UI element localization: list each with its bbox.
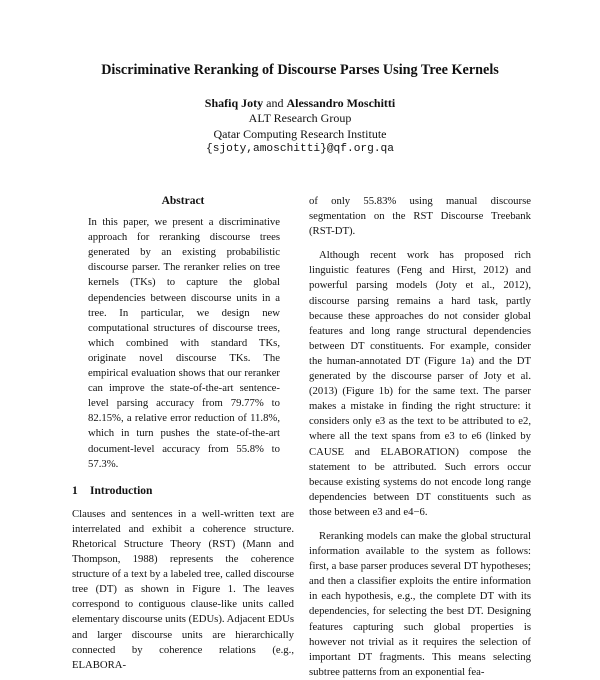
section-heading: [72, 484, 294, 499]
body-paragraph: Although recent work has proposed rich linguistic features (Feng and Hirst, 2012) and powerful parsing models (Joty et al., 2012), discourse parsing remains a hard task, partly because these approaches do not consider global features and long range structural dependencies between DT constituents. For example, consider the human-annotated DT (Figure 1a) and the DT generated by the discourse parser of Joty et al. (2013) (Figure 1b) for the same text. The parser makes a mistake in finding the right structure: it considers only e3 as the text to be attributed to e2, where all the text spans from e3 to e6 (linked by CAUSE and ELABORATION) compose the statement to be attributed. Such errors occur because existing systems do not encode long range dependencies between DT constituents such as those between e3 and e4−6.: [309, 249, 531, 518]
left-column: [72, 194, 294, 673]
section-title: Introduction: [90, 484, 153, 497]
paper-title: Discriminative Reranking of Discourse Parses Using Tree Kernels: [101, 62, 499, 78]
abstract-text: In this paper, we present a discriminative approach for reranking discourse trees generated by an existing probabilistic discourse parser. The reranker relies on tree kernels (TKs) to capture the global dependencies between discourse units in a tree. In particular, we design new computational structures of discourse trees, which combined with standard TKs, originate novel discourse TKs. The empirical evaluation shows that our reranker can improve the state-of-the-art sentence-level parsing accuracy from 79.77% to 82.15%, a relative error reduction of 11.8%, which in turn pushes the state-of-the-art document-level accuracy from 55.8% to 57.3%.: [88, 216, 280, 470]
author-email: {sjoty,amoschitti}@qf.org.qa: [206, 143, 394, 156]
right-column: [309, 194, 531, 680]
intro-paragraph: Clauses and sentences in a well-written text are interrelated and exhibit a coherence structure. Rhetorical Structure Theory (RST) (Mann and Thompson, 1988) represents the coherence structure of a text by a labeled tree, called discourse tree (DT) as shown in Figure 1. The leaves correspond to contiguous clause-like units called elementary discourse units (EDUs). Adjacent EDUs and larger discourse units are hierarchically connected by coherence relations (e.g., ELABORA-: [72, 507, 295, 671]
continued-paragraph: of only 55.83% using manual discourse segmentation on the RST Discourse Treebank (RST-DT).: [309, 195, 531, 238]
affiliation-group: ALT Research Group: [248, 111, 352, 126]
author-name: Shafiq Joty: [204, 96, 264, 110]
affiliation-institute: Qatar Computing Research Institute: [213, 126, 387, 141]
author-separator: and: [263, 96, 287, 110]
abstract-heading: Abstract: [161, 195, 205, 207]
author-block: [0, 96, 600, 158]
author-name: Alessandro Moschitti: [286, 96, 396, 110]
body-paragraph: Reranking models can make the global structural information available to the system as follows: first, a base parser produces several DT hypotheses; and then a classifier exploits the entire information in each hypothesis, e.g., the complete DT with its dependencies, for selecting the best DT. Designing features capturing such global properties is however not trivial as it requires the selection of important DT fragments. This means selecting subtree patterns from an exponential fea-: [309, 529, 531, 678]
section-number: 1: [72, 484, 78, 497]
author-line: [0, 96, 600, 111]
